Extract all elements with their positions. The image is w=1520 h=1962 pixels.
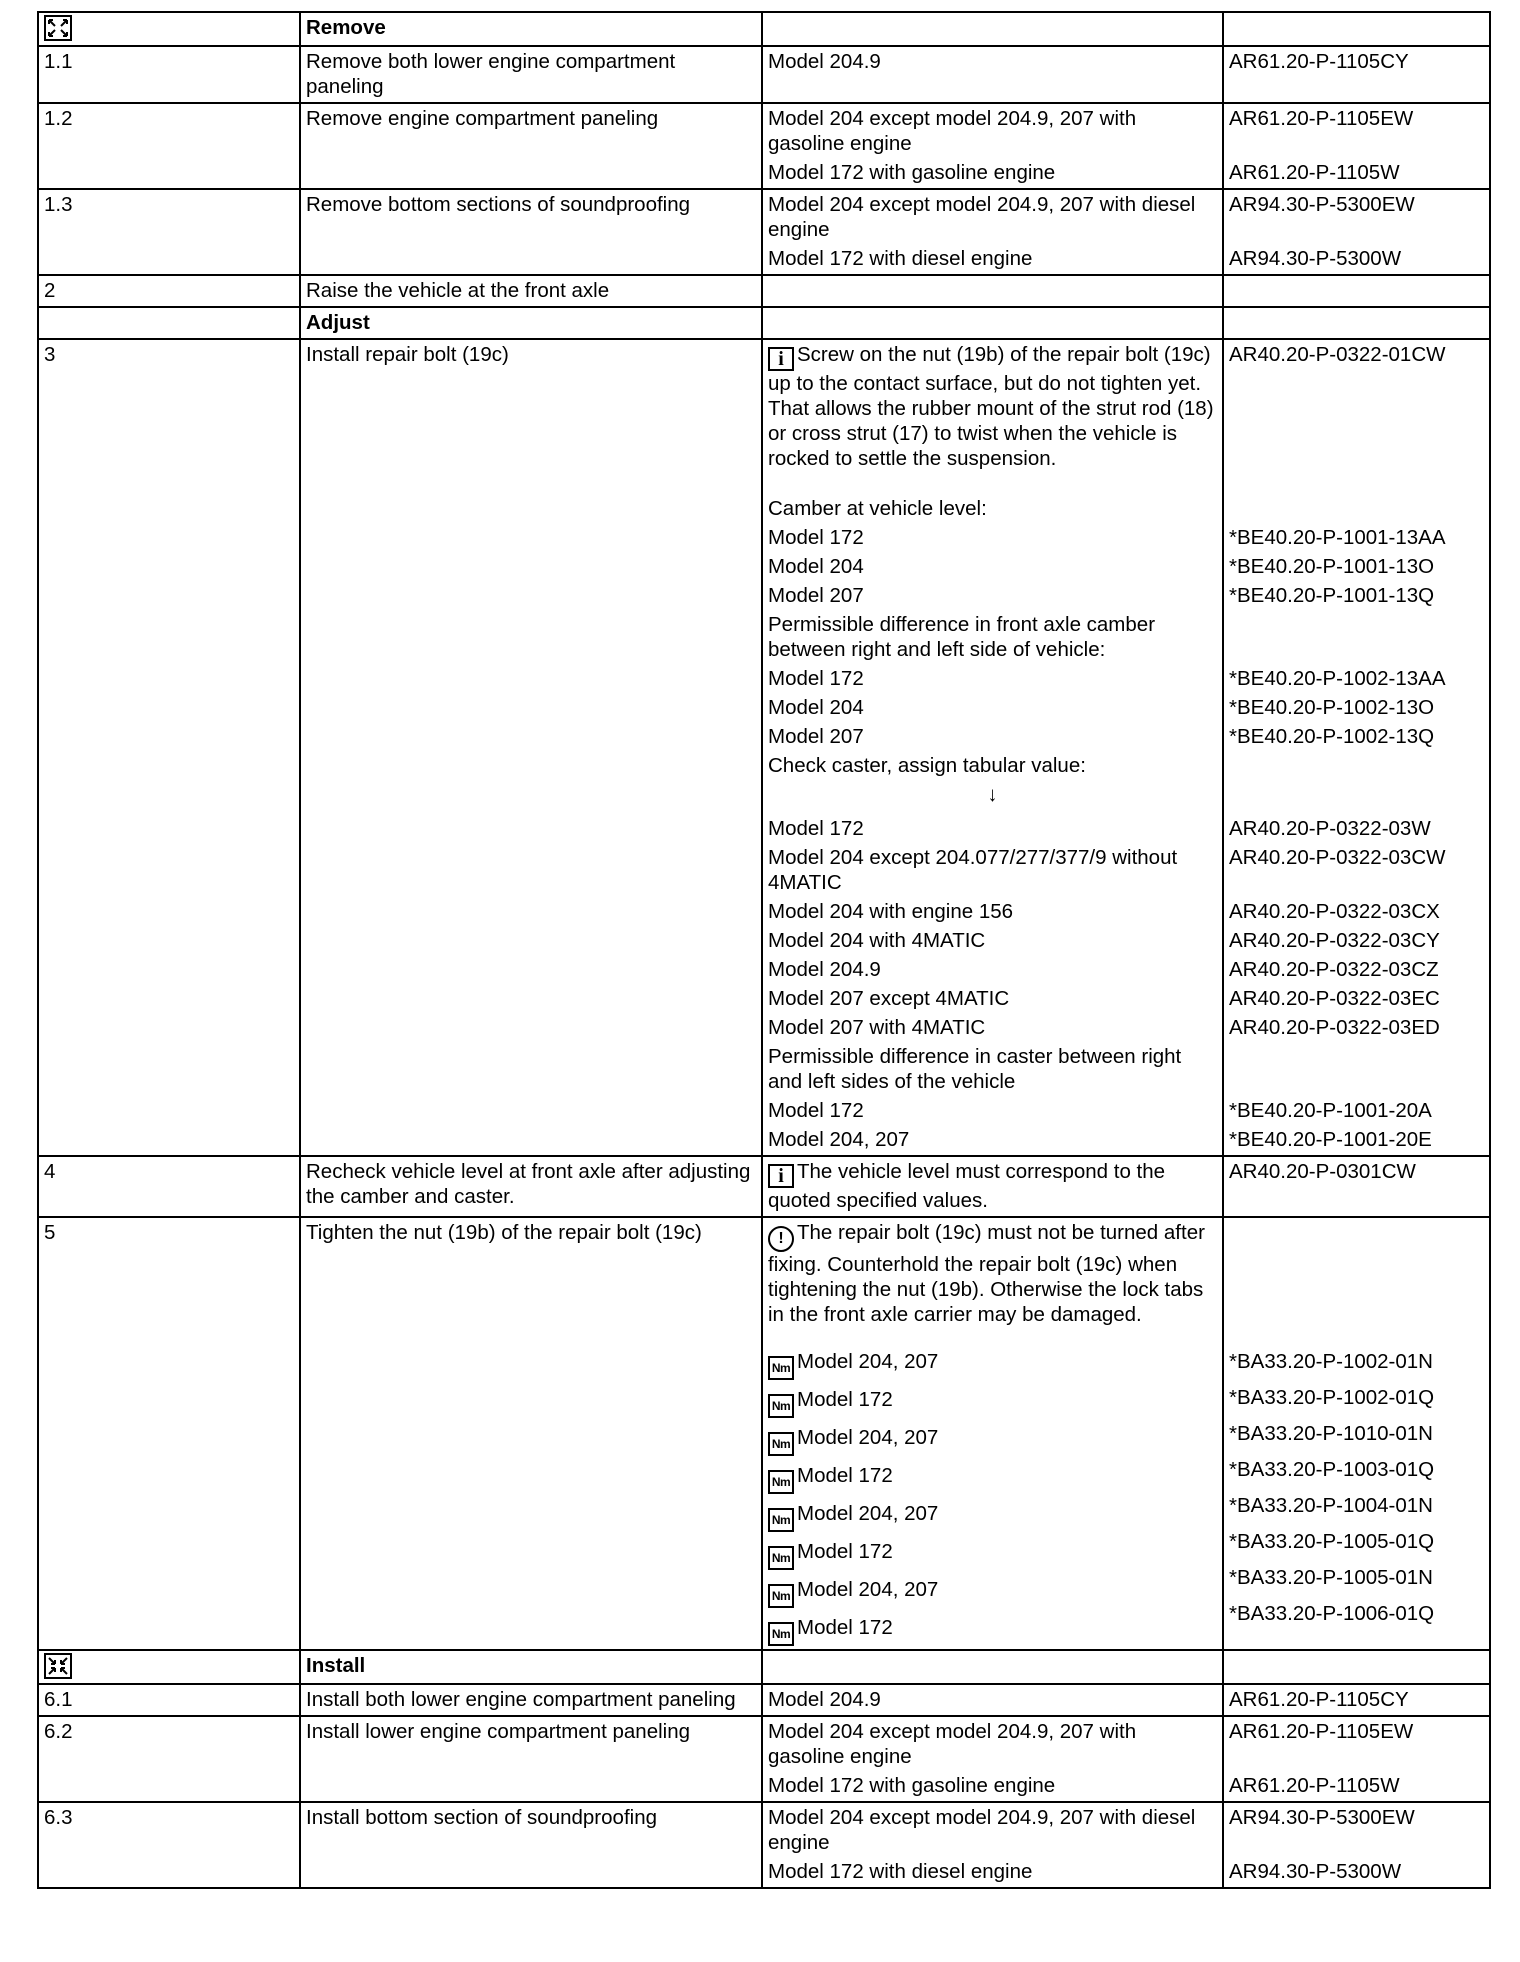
table-row <box>38 189 1490 275</box>
down-arrow-icon: ↓ <box>987 783 998 806</box>
reference-link[interactable]: *BE40.20-P-1002-13O <box>1229 696 1435 719</box>
table-row <box>38 1684 1490 1716</box>
step-number: 3 <box>38 339 300 1156</box>
torque-icon: Nm <box>768 1546 794 1570</box>
section-title-adjust: Adjust <box>300 307 762 339</box>
step-number: 1.2 <box>38 103 300 189</box>
model-text: Model 172 <box>768 1099 864 1122</box>
section-icon-cell <box>38 1650 300 1684</box>
reference-link[interactable]: *BA33.20-P-1003-01Q <box>1229 1458 1435 1481</box>
reference-link[interactable]: *BA33.20-P-1005-01Q <box>1229 1530 1435 1553</box>
step-action: Remove both lower engine compartment paneling <box>300 46 762 103</box>
step-number: 5 <box>38 1217 300 1650</box>
reference-link[interactable]: AR61.20-P-1105CY <box>1229 50 1409 73</box>
reference-link[interactable]: *BE40.20-P-1001-13AA <box>1229 526 1446 549</box>
reference-link[interactable]: AR94.30-P-5300EW <box>1229 1806 1415 1829</box>
model-text: Model 172 with gasoline engine <box>768 161 1056 184</box>
model-text: Model 172 with diesel engine <box>768 247 1033 270</box>
torque-item: Nm Model 172 <box>768 1387 1217 1418</box>
model-text: Model 204 except model 204.9, 207 with diesel engine <box>768 193 1196 241</box>
reference-link[interactable]: AR94.30-P-5300W <box>1229 247 1402 270</box>
torque-item: Nm Model 204, 207 <box>768 1425 1217 1456</box>
remove-section-icon <box>44 15 72 41</box>
reference-link[interactable]: AR61.20-P-1105W <box>1229 1774 1400 1797</box>
reference-link[interactable]: AR40.20-P-0322-03CX <box>1229 900 1440 923</box>
table-row <box>38 275 1490 307</box>
step-number: 1.1 <box>38 46 300 103</box>
step-number: 6.2 <box>38 1716 300 1802</box>
torque-item: Nm Model 172 <box>768 1463 1217 1494</box>
caster-heading: Check caster, assign tabular value: <box>768 754 1086 777</box>
reference-link[interactable]: AR61.20-P-1105EW <box>1229 107 1414 130</box>
model-text: Model 204 except model 204.9, 207 with diesel engine <box>768 1806 1196 1854</box>
table-row <box>38 46 1490 103</box>
info-note: i Screw on the nut (19b) of the repair bolt (19c) up to the contact surface, but do not tighten yet. That allows the rubber mount of the strut rod (18) or cross strut (17) to twist when the vehicle is rocked to settle the suspension. <box>768 343 1214 470</box>
section-row-adjust <box>38 307 1490 339</box>
reference-link[interactable]: AR40.20-P-0322-03W <box>1229 817 1431 840</box>
camber-diff-heading: Permissible difference in front axle camber between right and left side of vehicle: <box>768 613 1156 661</box>
info-icon: i <box>768 347 794 371</box>
model-text: Model 204 except model 204.9, 207 with gasoline engine <box>768 1720 1137 1768</box>
reference-link[interactable]: *BA33.20-P-1004-01N <box>1229 1494 1433 1517</box>
reference-link[interactable]: *BA33.20-P-1010-01N <box>1229 1422 1433 1445</box>
reference-link[interactable]: AR61.20-P-1105EW <box>1229 1720 1414 1743</box>
reference-link[interactable]: *BE40.20-P-1002-13AA <box>1229 667 1446 690</box>
reference-link[interactable]: *BA33.20-P-1006-01Q <box>1229 1602 1435 1625</box>
step-action: Install both lower engine compartment paneling <box>300 1684 762 1716</box>
model-text: Model 204.9 <box>768 50 881 73</box>
section-row-install <box>38 1650 1490 1684</box>
reference-link[interactable]: *BE40.20-P-1001-20A <box>1229 1099 1432 1122</box>
table-row <box>38 1802 1490 1888</box>
table-row <box>38 1217 1490 1650</box>
model-text: Model 172 <box>768 817 864 840</box>
model-text: Model 204 <box>768 696 864 719</box>
model-text: Model 207 with 4MATIC <box>768 1016 986 1039</box>
torque-item: Nm Model 172 <box>768 1615 1217 1646</box>
step-action: Tighten the nut (19b) of the repair bolt (19c) <box>300 1217 762 1650</box>
reference-link[interactable]: *BA33.20-P-1005-01N <box>1229 1566 1433 1589</box>
table-row <box>38 339 1490 1156</box>
step-number: 6.1 <box>38 1684 300 1716</box>
model-text: Model 207 <box>768 725 864 748</box>
step-action: Remove engine compartment paneling <box>300 103 762 189</box>
reference-link[interactable]: AR40.20-P-0322-03EC <box>1229 987 1440 1010</box>
reference-link[interactable]: AR94.30-P-5300W <box>1229 1860 1402 1883</box>
reference-link[interactable]: AR94.30-P-5300EW <box>1229 193 1415 216</box>
procedure-table <box>37 11 1491 1889</box>
section-title-install: Install <box>300 1650 762 1684</box>
torque-icon: Nm <box>768 1508 794 1532</box>
reference-link[interactable]: *BE40.20-P-1001-13Q <box>1229 584 1435 607</box>
section-icon-cell <box>38 12 300 46</box>
model-text: Model 172 with gasoline engine <box>768 1774 1056 1797</box>
section-row-remove <box>38 12 1490 46</box>
info-note: i The vehicle level must correspond to the quoted specified values. <box>768 1160 1166 1212</box>
torque-icon: Nm <box>768 1394 794 1418</box>
reference-link[interactable]: *BE40.20-P-1001-20E <box>1229 1128 1432 1151</box>
model-text: Model 204 except 204.077/277/377/9 without 4MATIC <box>768 846 1178 894</box>
reference-link[interactable]: AR40.20-P-0301CW <box>1229 1160 1416 1183</box>
model-text: Model 172 with diesel engine <box>768 1860 1033 1883</box>
torque-item: Nm Model 204, 207 <box>768 1501 1217 1532</box>
table-row <box>38 103 1490 189</box>
torque-icon: Nm <box>768 1432 794 1456</box>
torque-icon: Nm <box>768 1622 794 1646</box>
model-text: Model 207 except 4MATIC <box>768 987 1010 1010</box>
warning-icon: ! <box>768 1226 794 1252</box>
reference-link[interactable]: *BE40.20-P-1001-13O <box>1229 555 1435 578</box>
torque-item: Nm Model 204, 207 <box>768 1577 1217 1608</box>
reference-link[interactable]: *BA33.20-P-1002-01N <box>1229 1350 1433 1373</box>
reference-link[interactable]: AR61.20-P-1105CY <box>1229 1688 1409 1711</box>
model-text: Model 204 except model 204.9, 207 with gasoline engine <box>768 107 1137 155</box>
step-action: Install bottom section of soundproofing <box>300 1802 762 1888</box>
warning-note: ! The repair bolt (19c) must not be turned after fixing. Counterhold the repair bolt (19c) when tightening the nut (19b). Otherwise the lock tabs in the front axle carrier may be damaged. <box>768 1221 1205 1326</box>
torque-item: Nm Model 204, 207 <box>768 1349 1217 1380</box>
step-action: Install lower engine compartment paneling <box>300 1716 762 1802</box>
model-text: Model 204 with 4MATIC <box>768 929 986 952</box>
section-title-remove: Remove <box>300 12 762 46</box>
torque-icon: Nm <box>768 1356 794 1380</box>
table-row <box>38 1716 1490 1802</box>
step-number: 1.3 <box>38 189 300 275</box>
model-text: Model 204, 207 <box>768 1128 910 1151</box>
model-text: Model 172 <box>768 526 864 549</box>
model-text: Model 207 <box>768 584 864 607</box>
torque-item: Nm Model 172 <box>768 1539 1217 1570</box>
step-action: Install repair bolt (19c) <box>300 339 762 1156</box>
step-action: Remove bottom sections of soundproofing <box>300 189 762 275</box>
reference-link[interactable]: AR61.20-P-1105W <box>1229 161 1400 184</box>
reference-link[interactable]: AR40.20-P-0322-03CW <box>1229 846 1446 869</box>
step-number: 6.3 <box>38 1802 300 1888</box>
reference-link[interactable]: *BA33.20-P-1002-01Q <box>1229 1386 1435 1409</box>
caster-diff-heading: Permissible difference in caster between right and left sides of the vehicle <box>768 1045 1182 1093</box>
model-text: Model 204 with engine 156 <box>768 900 1014 923</box>
info-icon: i <box>768 1164 794 1188</box>
reference-link[interactable]: AR40.20-P-0322-01CW <box>1229 343 1446 366</box>
reference-link[interactable]: *BE40.20-P-1002-13Q <box>1229 725 1435 748</box>
step-number: 4 <box>38 1156 300 1217</box>
model-text: Model 172 <box>768 667 864 690</box>
install-section-icon <box>44 1653 72 1679</box>
step-action: Raise the vehicle at the front axle <box>300 275 762 307</box>
step-action: Recheck vehicle level at front axle after adjusting the camber and caster. <box>300 1156 762 1217</box>
model-text: Model 204 <box>768 555 864 578</box>
camber-heading: Camber at vehicle level: <box>768 497 987 520</box>
reference-link[interactable]: AR40.20-P-0322-03ED <box>1229 1016 1440 1039</box>
reference-link[interactable]: AR40.20-P-0322-03CZ <box>1229 958 1439 981</box>
step-number: 2 <box>38 275 300 307</box>
model-text: Model 204.9 <box>768 958 881 981</box>
model-text: Model 204.9 <box>768 1688 881 1711</box>
torque-icon: Nm <box>768 1470 794 1494</box>
reference-link[interactable]: AR40.20-P-0322-03CY <box>1229 929 1440 952</box>
table-row <box>38 1156 1490 1217</box>
torque-icon: Nm <box>768 1584 794 1608</box>
